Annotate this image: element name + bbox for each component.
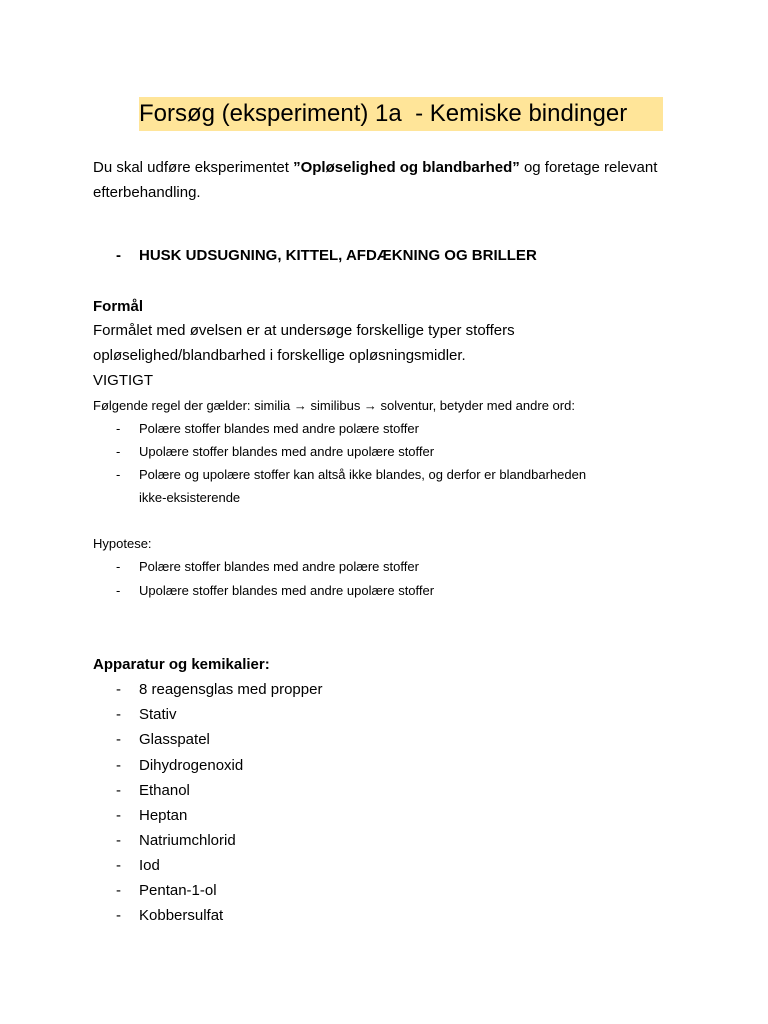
equipment-item: Iod [139, 857, 160, 874]
formaal-text-line1: Formålet med øvelsen er at undersøge forskellige typer stoffers [93, 322, 515, 339]
bullet-dash: - [116, 782, 121, 799]
bullet-dash: - [116, 706, 121, 723]
equipment-item: Pentan-1-ol [139, 882, 217, 899]
equipment-item: Stativ [139, 706, 177, 723]
warning-bullet: - [116, 247, 121, 264]
bullet-dash: - [116, 882, 121, 899]
vigtigt-label: VIGTIGT [93, 372, 153, 389]
rule-text: Følgende regel der gælder: similia → similibus → solventur, betyder med andre ord: [93, 398, 575, 413]
bullet-dash: - [116, 857, 121, 874]
equipment-item: Ethanol [139, 782, 190, 799]
bullet-dash: - [116, 444, 121, 459]
equipment-item: Dihydrogenoxid [139, 757, 244, 774]
experiment-name: ”Opløselighed og blandbarhed” [293, 159, 520, 176]
intro-paragraph [93, 155, 693, 205]
bullet-dash: - [116, 559, 121, 574]
rule-list-item: Polære stoffer blandes med andre polære stoffer [139, 421, 419, 436]
bullet-dash: - [116, 757, 121, 774]
formaal-text-line2: opløselighed/blandbarhed i forskellige opløsningsmidler. [93, 347, 466, 364]
hypothesis-item: Polære stoffer blandes med andre polære stoffer [139, 559, 419, 574]
equipment-item: Glasspatel [139, 731, 210, 748]
bullet-dash: - [116, 807, 121, 824]
equipment-item: Heptan [139, 807, 188, 824]
formaal-heading: Formål [93, 298, 144, 315]
bullet-dash: - [116, 421, 121, 436]
intro-text-end: og foretage relevant efterbehandling. [93, 159, 658, 201]
equipment-item: Natriumchlorid [139, 832, 236, 849]
hypothesis-item: Upolære stoffer blandes med andre upolære stoffer [139, 583, 435, 598]
rule-list-item: Upolære stoffer blandes med andre upolære stoffer [139, 444, 435, 459]
bullet-dash: - [116, 907, 121, 924]
bullet-dash: - [116, 681, 121, 698]
page-title: Forsøg (eksperiment) 1a - Kemiske bindinger [139, 97, 663, 131]
rule-list-item: Polære og upolære stoffer kan altså ikke blandes, og derfor er blandbarheden [139, 467, 587, 482]
equipment-item: 8 reagensglas med propper [139, 681, 323, 698]
bullet-dash: - [116, 731, 121, 748]
bullet-dash: - [116, 832, 121, 849]
safety-warning: HUSK UDSUGNING, KITTEL, AFDÆKNING OG BRILLER [139, 247, 537, 264]
apparatur-heading: Apparatur og kemikalier: [93, 656, 270, 673]
bullet-dash: - [116, 583, 121, 598]
hypotese-heading: Hypotese: [93, 536, 152, 551]
bullet-dash: - [116, 467, 121, 482]
rule-list-item-continued: ikke-eksisterende [139, 490, 241, 505]
equipment-item: Kobbersulfat [139, 907, 224, 924]
intro-text: Du skal udføre eksperimentet [93, 159, 294, 176]
